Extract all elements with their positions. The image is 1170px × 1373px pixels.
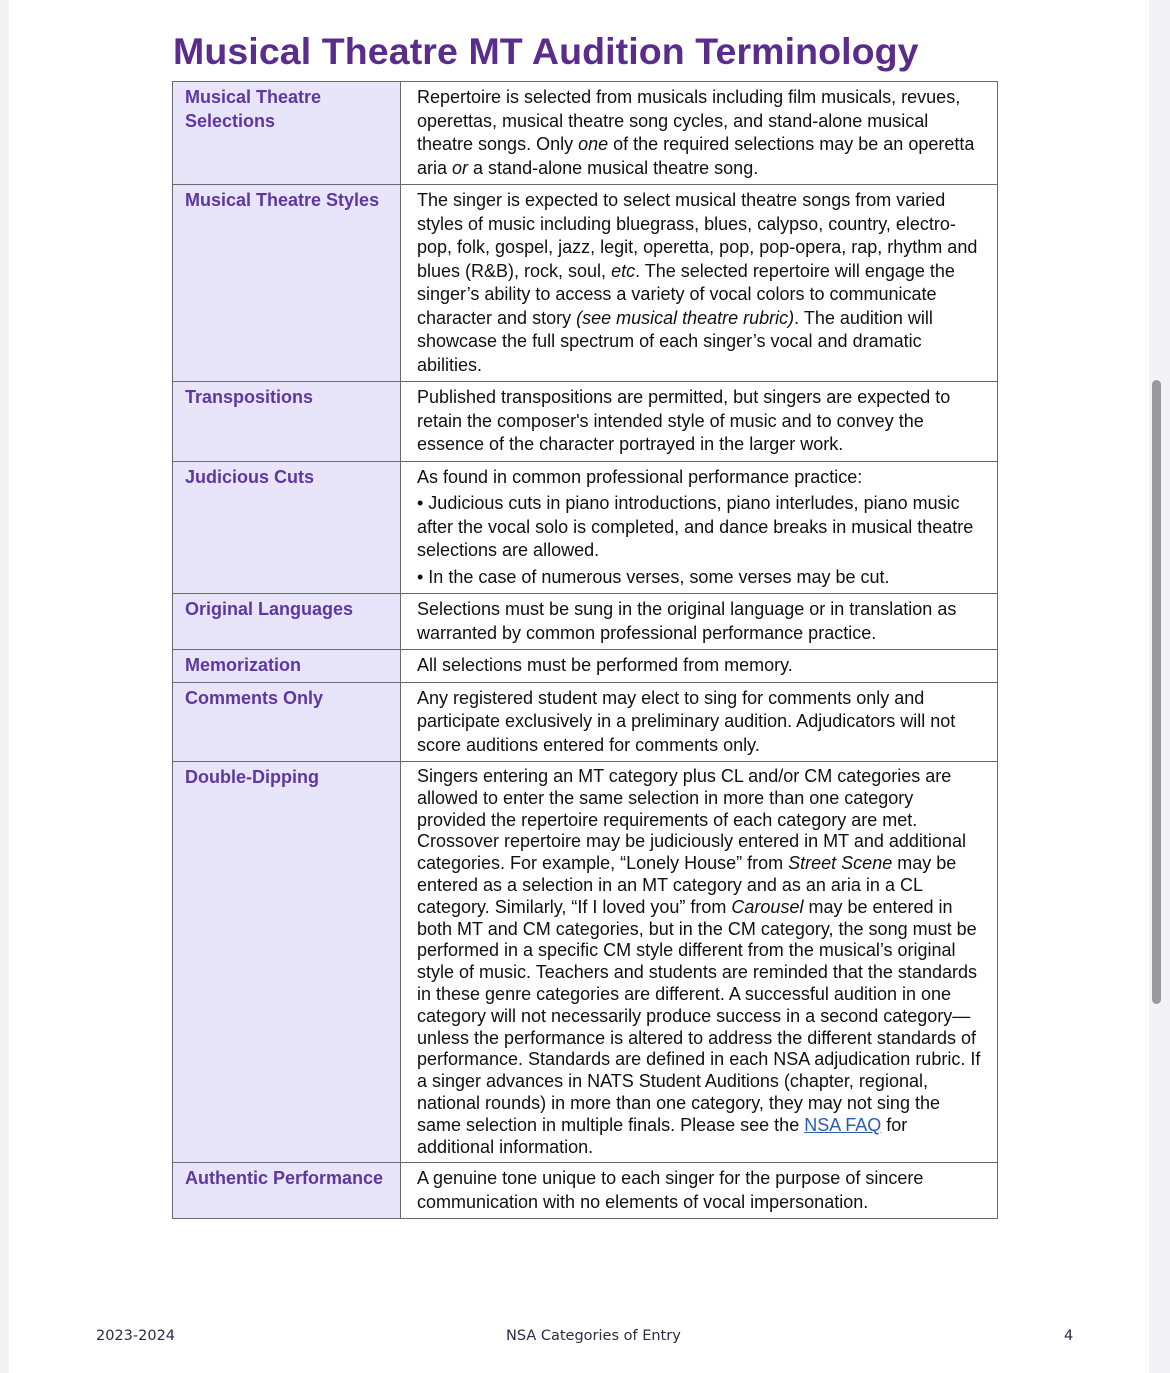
text-run: Any registered student may elect to sing for comments only and participate exclusively in a preliminary audition. Adjudicators will not score auditions entered for comments only. bbox=[417, 687, 956, 755]
bullet-item: • In the case of numerous verses, some verses may be cut. bbox=[417, 566, 890, 587]
text-run: A genuine tone unique to each singer for the purpose of sincere communication with no elements of vocal impersonation. bbox=[417, 1168, 924, 1212]
text-run: may be entered as a selection in an MT category and as an aria in a CL category. Similarly, “If I loved you” from bbox=[417, 853, 957, 917]
definition-cell bbox=[401, 382, 998, 462]
definition-text bbox=[417, 86, 983, 180]
italic-text: one bbox=[578, 134, 609, 154]
nsa-faq-link[interactable]: NSA FAQ bbox=[804, 1114, 882, 1135]
table-row bbox=[173, 185, 998, 382]
text-run: All selections must be performed from memory. bbox=[417, 655, 793, 675]
table-row bbox=[173, 762, 998, 1163]
footer-document-name: NSA Categories of Entry bbox=[506, 1328, 681, 1344]
text-run: The singer is expected to select musical theatre songs from varied styles of music including bluegrass, blues, calypso, country, electro-pop, folk, gospel, jazz, legit, operetta, pop, pop-opera, rap, rhythm and blues (R&B), rock, soul, bbox=[417, 190, 978, 281]
definition-text bbox=[417, 598, 983, 645]
term-cell: Original Languages bbox=[173, 594, 401, 650]
italic-text: (see musical theatre rubric) bbox=[576, 307, 795, 328]
text-run: Repertoire is selected from musicals including film musicals, revues, operettas, musical theatre song cycles, and stand-alone musical theatre songs. Only bbox=[417, 87, 961, 154]
table-row bbox=[173, 594, 998, 650]
bullet-item: • Judicious cuts in piano introductions, piano interludes, piano music after the vocal solo is completed, and dance breaks in musical theatre selections are allowed. bbox=[417, 493, 974, 560]
definition-cell bbox=[401, 1163, 998, 1219]
footer-page-number: 4 bbox=[1064, 1328, 1074, 1344]
scrollbar-thumb[interactable] bbox=[1152, 380, 1161, 1004]
table-row bbox=[173, 1163, 998, 1219]
table-row bbox=[173, 382, 998, 462]
italic-text: Street Scene bbox=[788, 853, 893, 874]
text-run: As found in common professional performance practice: bbox=[417, 466, 863, 487]
term-cell: Memorization bbox=[173, 650, 401, 683]
definition-cell bbox=[401, 594, 998, 650]
text-run: . The selected repertoire will engage the singer’s ability to access a variety of vocal colors to communicate character and story bbox=[417, 260, 955, 328]
footer-year: 2023-2024 bbox=[96, 1328, 176, 1344]
definition-cell bbox=[401, 650, 998, 683]
definition-cell bbox=[401, 185, 998, 382]
table-row bbox=[173, 650, 998, 683]
terminology-table bbox=[172, 81, 998, 1219]
definition-text bbox=[417, 687, 983, 758]
definition-cell bbox=[401, 682, 998, 762]
term-cell: Judicious Cuts bbox=[173, 461, 401, 594]
term-cell: Comments Only bbox=[173, 682, 401, 762]
definition-text bbox=[417, 1167, 983, 1214]
text-run: may be entered in both MT and CM categories, but in the CM category, the song must be performed in a specific CM style different from the musical’s original style of music. Teachers and students are reminded that the standards in these genre categories are different. A successful audition in one category will not necessarily produce success in a second category—unless the performance is altered to address the different standards of performance. Standards are defined in each NSA adjudication rubric. If a singer advances in NATS Student Auditions (chapter, regional, national rounds) in more than one category, they may not sing the same selection in multiple finals. Please see the bbox=[417, 896, 981, 1135]
table-row bbox=[173, 82, 998, 185]
term-cell: Transpositions bbox=[173, 382, 401, 462]
definition-text bbox=[417, 466, 983, 490]
italic-text: etc bbox=[611, 260, 636, 281]
page-title: Musical Theatre MT Audition Terminology bbox=[173, 30, 919, 72]
term-cell: Musical Theatre Selections bbox=[173, 82, 401, 185]
table-row bbox=[173, 682, 998, 762]
text-run: Selections must be sung in the original language or in translation as warranted by common professional performance practice. bbox=[417, 599, 957, 643]
text-run: a stand-alone musical theatre song. bbox=[468, 157, 759, 178]
term-cell: Double-Dipping bbox=[173, 762, 401, 1163]
definition-cell bbox=[401, 461, 998, 594]
definition-text bbox=[417, 189, 983, 377]
text-run: of the required selections may be an operetta aria bbox=[417, 134, 975, 178]
text-run: Singers entering an MT category plus CL and/or CM categories are allowed to enter the same selection in more than one category provided the repertoire requirements of each category are met. Crossover repertoire may be judiciously entered in MT and additional categories. For example, “Lonely House” from bbox=[417, 766, 966, 874]
term-cell: Musical Theatre Styles bbox=[173, 185, 401, 382]
italic-text: or bbox=[452, 157, 469, 178]
table-row bbox=[173, 461, 998, 594]
text-run: Published transpositions are permitted, but singers are expected to retain the composer's intended style of music and to convey the essence of the character portrayed in the larger work. bbox=[417, 387, 951, 454]
definition-text bbox=[417, 386, 983, 457]
definition-cell bbox=[401, 762, 998, 1163]
term-cell: Authentic Performance bbox=[173, 1163, 401, 1219]
text-run: for additional information. bbox=[417, 1114, 908, 1157]
definition-text bbox=[417, 654, 983, 678]
definition-text bbox=[417, 766, 983, 1158]
italic-text: Carousel bbox=[731, 896, 804, 917]
text-run: . The audition will showcase the full spectrum of each singer’s vocal and dramatic abilities. bbox=[417, 307, 933, 375]
definition-cell bbox=[401, 82, 998, 185]
